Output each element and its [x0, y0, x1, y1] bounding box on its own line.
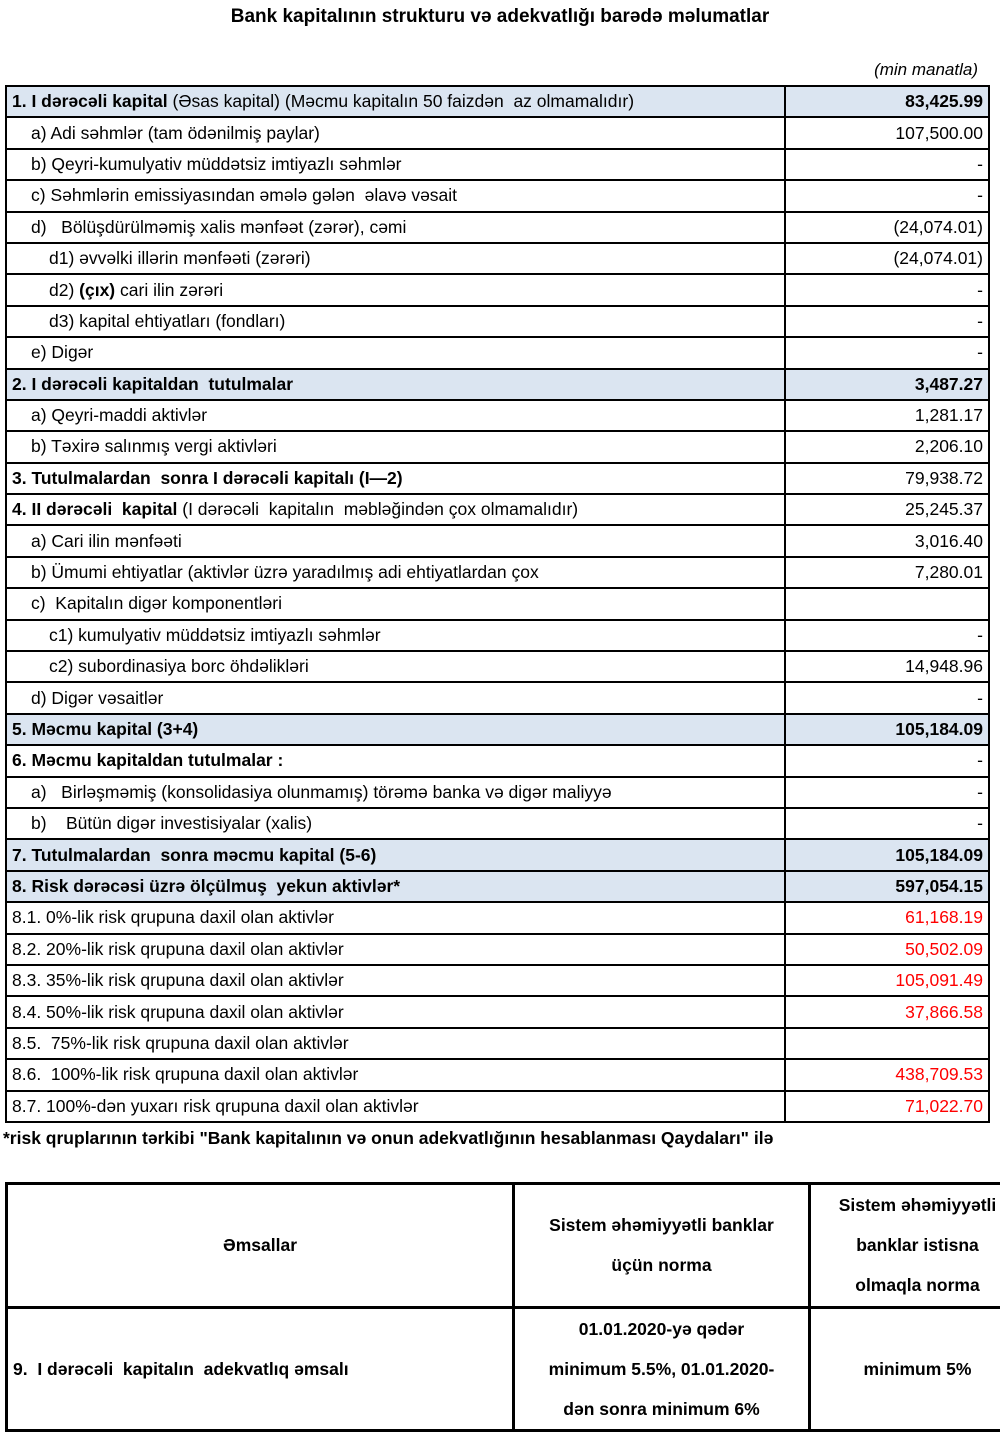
row-label-part: a) Qeyri-maddi aktivlər [31, 405, 208, 426]
row-label [6, 86, 785, 117]
row-label [6, 243, 785, 274]
row-label-bold-part: 8. Risk dərəcəsi üzrə ölçülmuş yekun aktivlər* [12, 875, 401, 896]
row-label [6, 306, 785, 337]
row-label [6, 557, 785, 588]
row-label [6, 337, 785, 368]
row-label [6, 1059, 785, 1090]
row-label [6, 431, 785, 462]
row-value: - [785, 745, 989, 776]
row-value: 83,425.99 [785, 86, 989, 117]
row-label [6, 180, 785, 211]
table-row [6, 306, 989, 337]
row-value: 105,091.49 [785, 965, 989, 996]
table-row [6, 902, 989, 933]
row-label [6, 996, 785, 1027]
row-label [6, 494, 785, 525]
table-row [6, 651, 989, 682]
table-row [6, 965, 989, 996]
table-row [6, 431, 989, 462]
row-label-bold-part: 6. Məcmu kapitaldan tutulmalar : [12, 750, 284, 771]
row-label [6, 871, 785, 902]
row-value: 14,948.96 [785, 651, 989, 682]
row-label-bold-part: 7. Tutulmalardan sonra məcmu kapital (5-6) [12, 844, 377, 865]
row-label-part: c) Kapitalın digər komponentləri [31, 593, 282, 614]
row-label-part: (I dərəcəli kapitalın məbləğindən çox olmamalıdır) [177, 499, 579, 520]
table-row [6, 808, 989, 839]
table-row [6, 1059, 989, 1090]
row-value: 37,866.58 [785, 996, 989, 1027]
row-value: - [785, 180, 989, 211]
row-label [6, 117, 785, 148]
row-label-part: a) Adi səhmlər (tam ödənilmiş paylar) [31, 122, 320, 143]
row-label [6, 463, 785, 494]
row-label [6, 620, 785, 651]
row-value [785, 1028, 989, 1059]
row-label [6, 902, 785, 933]
row-label-part: cari ilin zərəri [115, 279, 224, 300]
row-label-bold-part: 5. Məcmu kapital (3+4) [12, 719, 199, 739]
table-row [6, 494, 989, 525]
row-value: 7,280.01 [785, 557, 989, 588]
row-label-part: d) Digər vəsaitlər [31, 687, 164, 708]
table-row [6, 149, 989, 180]
row-value: - [785, 682, 989, 713]
ratio-header-coefficients: Əmsallar [7, 1183, 514, 1307]
row-label-bold-part: 3. Tutulmalardan sonra I dərəcəli kapitalı (I—2) [12, 467, 403, 488]
table-row [6, 463, 989, 494]
row-label-part: c2) subordinasiya borc öhdəlikləri [49, 656, 309, 677]
row-label-part: d1) əvvəlki illərin mənfəəti (zərəri) [49, 248, 311, 269]
row-label [6, 651, 785, 682]
row-label [6, 808, 785, 839]
table-row [6, 745, 989, 776]
row-label-part: b) Qeyri-kumulyativ müddətsiz imtiyazlı səhmlər [31, 153, 402, 174]
row-label [6, 682, 785, 713]
ratio-header-non-sib-norm: Sistem əhəmiyyətli banklar istisna olmaqla norma [810, 1183, 1000, 1307]
table-row [6, 1028, 989, 1059]
row-label-part: d) Bölüşdürülməmiş xalis mənfəət (zərər), cəmi [31, 216, 407, 237]
table-row [6, 86, 989, 117]
row-label [6, 369, 785, 400]
table-row [6, 934, 989, 965]
row-value [785, 588, 989, 619]
capital-table-body [6, 86, 989, 1122]
table-row [6, 682, 989, 713]
ratio-row-name: 9. I dərəcəli kapitalın adekvatlıq əmsalı [7, 1307, 514, 1431]
table-row [6, 337, 989, 368]
row-label [6, 745, 785, 776]
row-value: (24,074.01) [785, 212, 989, 243]
row-label-part: 8.6. 100%-lik risk qrupuna daxil olan aktivlər [12, 1064, 359, 1085]
row-label-part: a) Birləşməmiş (konsolidasiya olunmamış) törəmə banka və digər maliyyə [31, 781, 612, 802]
row-value: - [785, 149, 989, 180]
row-label-part: (Əsas kapital) (Məcmu kapitalın 50 faizdən az olmamalıdır) [167, 91, 635, 112]
row-label [6, 588, 785, 619]
row-label-part: b) Bütün digər investisiyalar (xalis) [31, 813, 313, 834]
ratio-header-row [7, 1183, 1000, 1307]
row-label [6, 839, 785, 870]
row-value: 438,709.53 [785, 1059, 989, 1090]
row-label-part: e) Digər [31, 342, 94, 363]
row-value: - [785, 620, 989, 651]
table-row [6, 243, 989, 274]
row-label-bold-part: 2. I dərəcəli kapitaldan tutulmalar [12, 373, 294, 394]
table-row [6, 212, 989, 243]
row-label-part: b) Təxirə salınmış vergi aktivləri [31, 436, 277, 457]
table-row [6, 400, 989, 431]
row-value: - [785, 777, 989, 808]
ratio-header-sib-norm: Sistem əhəmiyyətli banklar üçün norma [514, 1183, 810, 1307]
row-label [6, 525, 785, 556]
table-row [6, 588, 989, 619]
row-label [6, 274, 785, 305]
row-value: 597,054.15 [785, 871, 989, 902]
row-label-bold-part: (çıx) [79, 279, 116, 300]
row-value: 50,502.09 [785, 934, 989, 965]
row-label-bold-part: 1. I dərəcəli kapital [12, 91, 168, 112]
row-value: 79,938.72 [785, 463, 989, 494]
page-title: Bank kapitalının strukturu və adekvatlığı barədə məlumatlar [230, 6, 770, 27]
table-row [6, 777, 989, 808]
row-value: - [785, 808, 989, 839]
row-label-part: d3) kapital ehtiyatları (fondları) [49, 310, 286, 331]
table-row [6, 996, 989, 1027]
row-value: 2,206.10 [785, 431, 989, 462]
row-value: - [785, 306, 989, 337]
row-label [6, 212, 785, 243]
table-row [6, 871, 989, 902]
table-row [6, 839, 989, 870]
unit-note: (min manatla) [874, 60, 978, 79]
row-value: - [785, 274, 989, 305]
row-label-part: c1) kumulyativ müddətsiz imtiyazlı səhmlər [49, 624, 381, 645]
row-value: (24,074.01) [785, 243, 989, 274]
row-label-part: c) Səhmlərin emissiyasından əmələ gələn əlavə vəsait [31, 185, 458, 206]
row-value: 107,500.00 [785, 117, 989, 148]
row-value: 71,022.70 [785, 1091, 989, 1122]
row-label-part: b) Ümumi ehtiyatlar (aktivlər üzrə yaradılmış adi ehtiyatlardan çox [31, 562, 539, 583]
ratio-row-sib-norm: 01.01.2020-yə qədər minimum 5.5%, 01.01.2020- dən sonra minimum 6% [514, 1307, 810, 1431]
table-row [6, 525, 989, 556]
table-row [6, 180, 989, 211]
row-value: - [785, 337, 989, 368]
row-label [6, 400, 785, 431]
ratio-data-row [7, 1307, 1000, 1431]
table-row [6, 274, 989, 305]
row-label [6, 777, 785, 808]
row-value: 105,184.09 [785, 839, 989, 870]
row-value: 3,487.27 [785, 369, 989, 400]
row-label-part: 8.5. 75%-lik risk qrupuna daxil olan aktivlər [12, 1032, 349, 1053]
adequacy-ratio-table [5, 1182, 1000, 1433]
row-value: 105,184.09 [785, 714, 989, 745]
row-label [6, 1028, 785, 1059]
footnote: *risk qruplarının tərkibi "Bank kapitalının və onun adekvatlığının hesablanması Qaydaları" ilə [3, 1127, 774, 1148]
row-label [6, 934, 785, 965]
row-label [6, 714, 785, 745]
table-row [6, 369, 989, 400]
table-row [6, 620, 989, 651]
row-label-part: 8.4. 50%-lik risk qrupuna daxil olan aktivlər [12, 1001, 344, 1022]
row-label-part: d2) [49, 279, 80, 300]
row-value: 1,281.17 [785, 400, 989, 431]
capital-structure-table [5, 85, 990, 1123]
ratio-row-non-sib-norm: minimum 5% [810, 1307, 1000, 1431]
row-label-part: a) Cari ilin mənfəəti [31, 530, 182, 551]
row-value: 25,245.37 [785, 494, 989, 525]
row-value: 3,016.40 [785, 525, 989, 556]
row-label [6, 149, 785, 180]
row-label-part: 8.1. 0%-lik risk qrupuna daxil olan aktivlər [12, 907, 334, 928]
row-label-part: 8.7. 100%-dən yuxarı risk qrupuna daxil olan aktivlər [12, 1095, 419, 1116]
table-row [6, 117, 989, 148]
table-row [6, 557, 989, 588]
row-label [6, 965, 785, 996]
row-label-bold-part: 4. II dərəcəli kapital [12, 499, 178, 520]
table-row [6, 714, 989, 745]
row-label-part: 8.3. 35%-lik risk qrupuna daxil olan aktivlər [12, 970, 344, 991]
row-value: 61,168.19 [785, 902, 989, 933]
row-label [6, 1091, 785, 1122]
table-row [6, 1091, 989, 1122]
row-label-part: 8.2. 20%-lik risk qrupuna daxil olan aktivlər [12, 938, 344, 959]
